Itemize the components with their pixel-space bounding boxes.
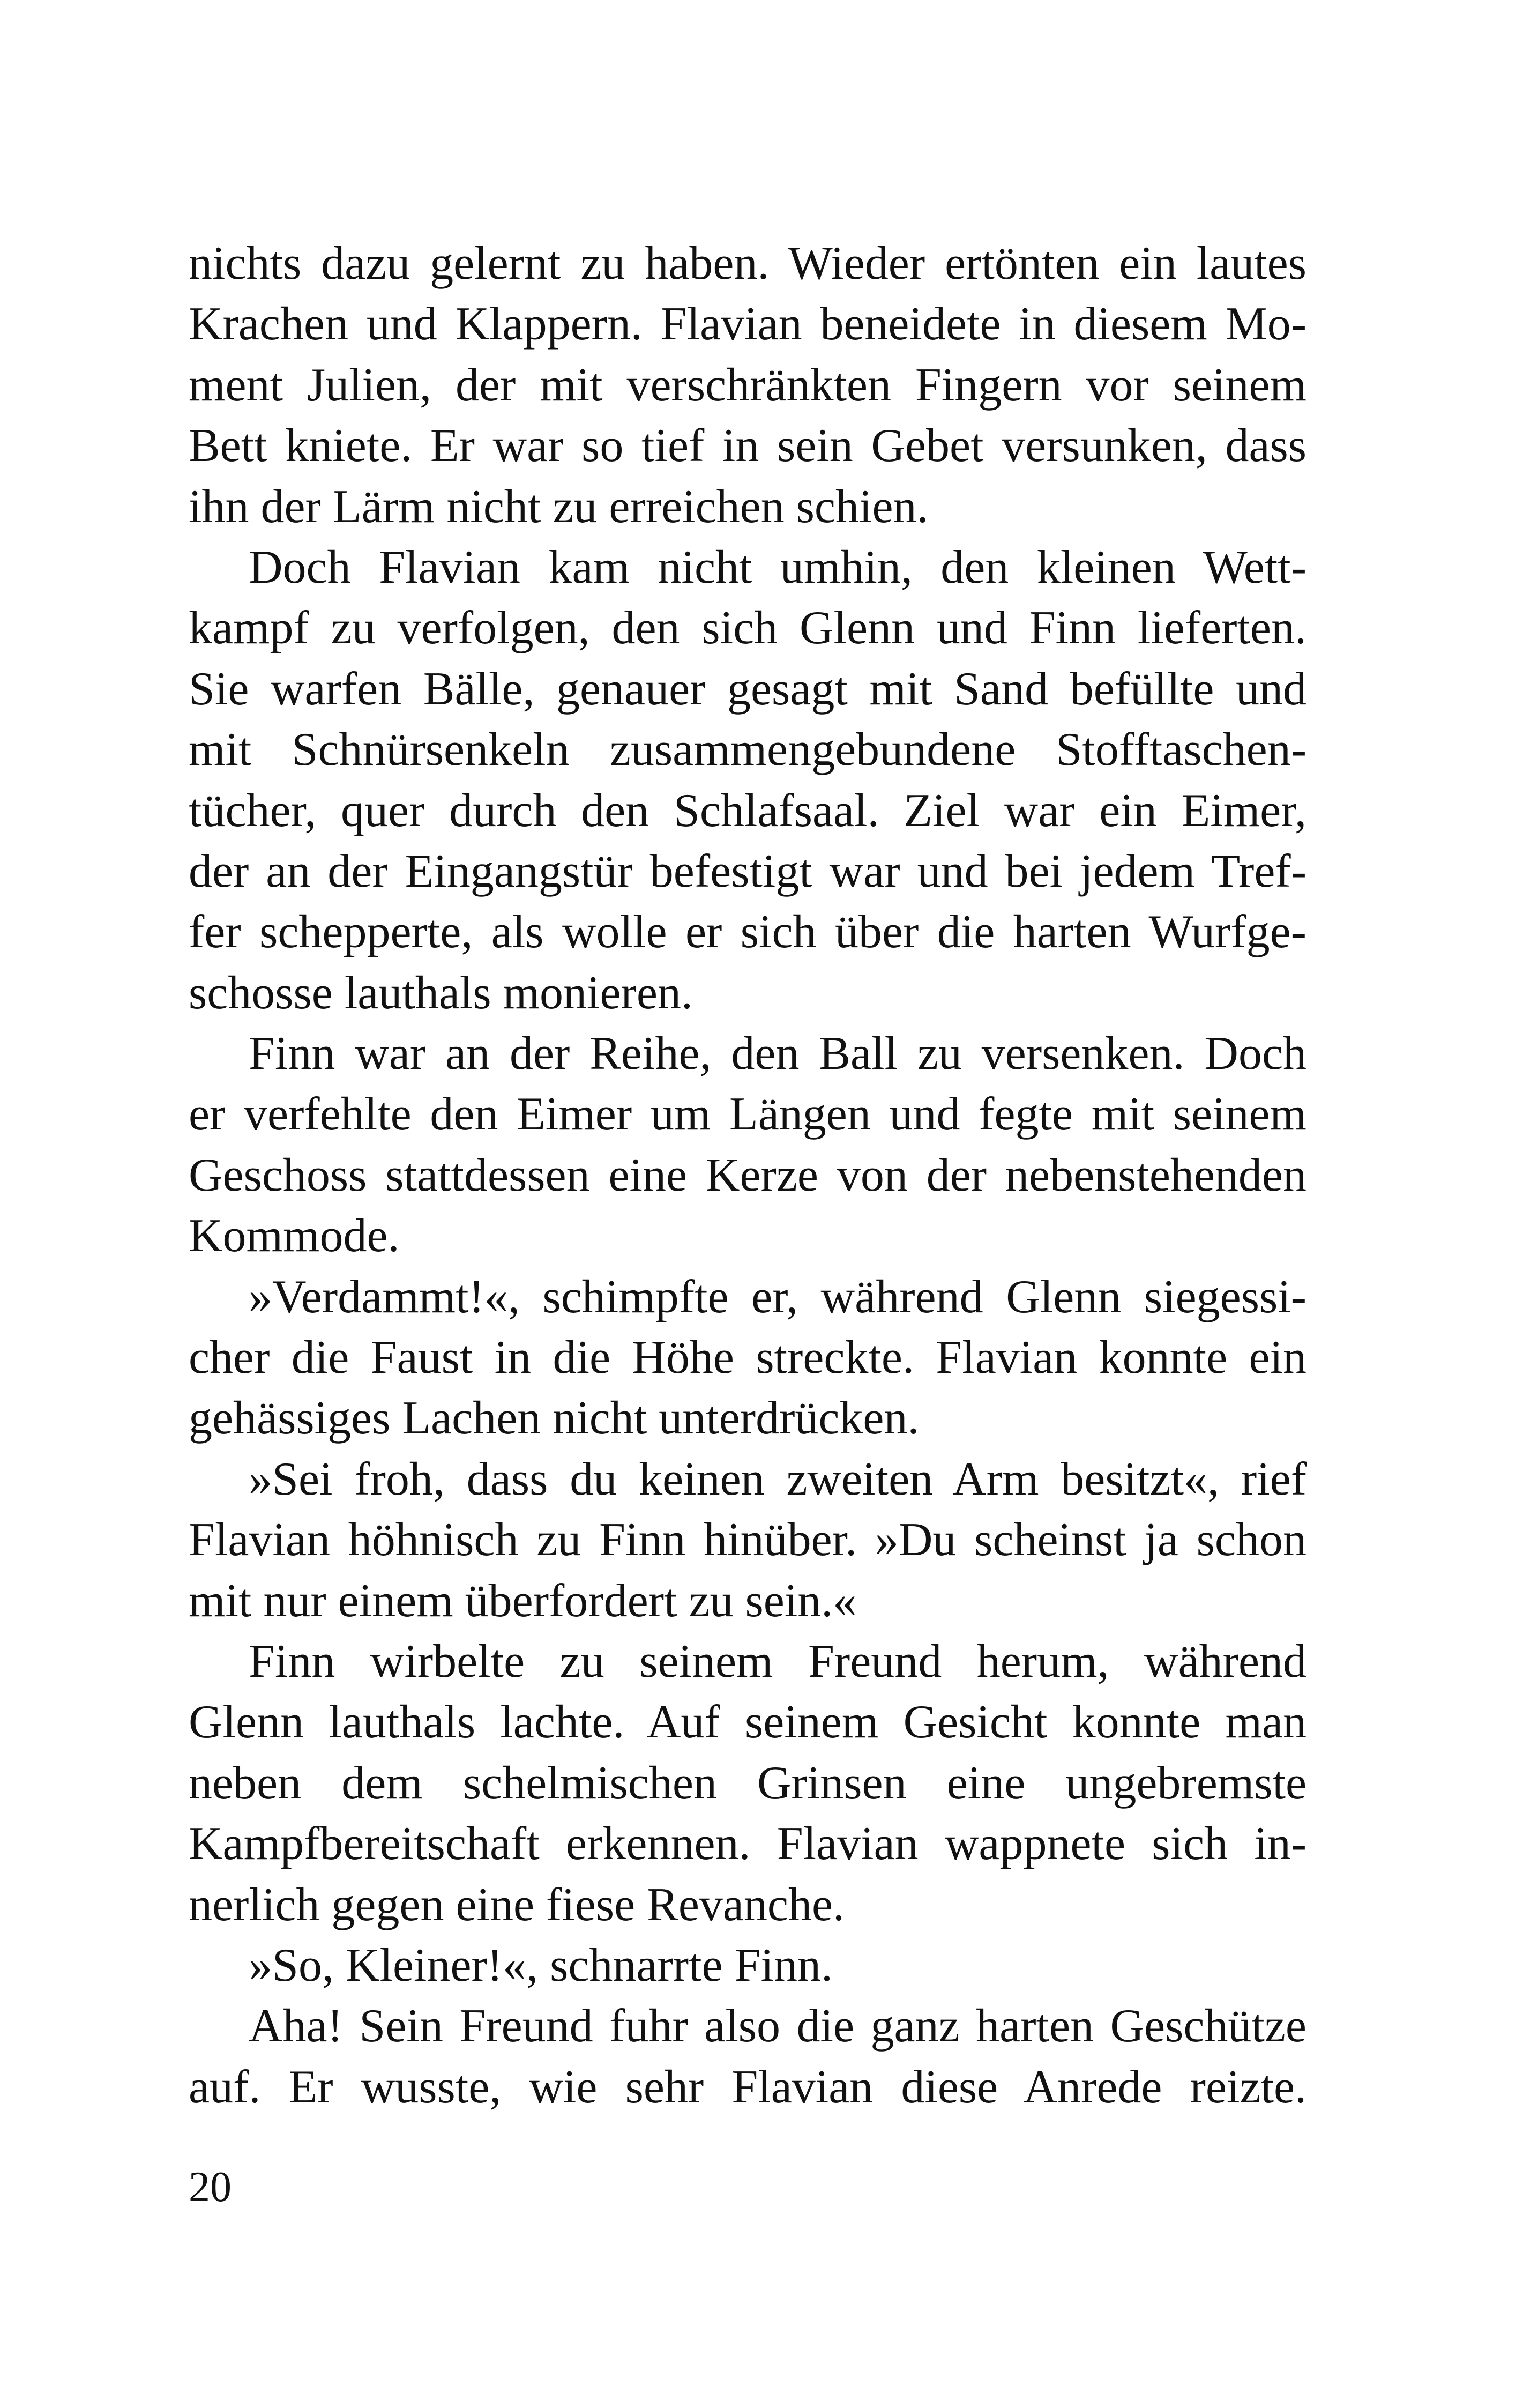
- text-line: ment Julien, der mit verschränkten Fingern vor seinem: [189, 359, 1307, 411]
- text-line: mit Schnürsenkeln zusammengebundene Stofftaschen-: [189, 724, 1307, 776]
- text-line: Geschoss stattdessen eine Kerze von der nebenstehenden: [189, 1149, 1307, 1201]
- text-line: Bett kniete. Er war so tief in sein Gebet versunken, dass: [189, 420, 1307, 472]
- text-line: »Verdammt!«, schimpfte er, während Glenn siegessi-: [249, 1270, 1307, 1323]
- text-line: der an der Eingangstür befestigt war und bei jedem Tref-: [189, 845, 1307, 897]
- text-line: Kommode.: [189, 1210, 400, 1262]
- text-line: Finn war an der Reihe, den Ball zu versenken. Doch: [249, 1028, 1307, 1080]
- text-line: nerlich gegen eine fiese Revanche.: [189, 1878, 845, 1931]
- text-line: »Sei froh, dass du keinen zweiten Arm besitzt«, rief: [249, 1453, 1307, 1505]
- text-line: neben dem schelmischen Grinsen eine ungebremste: [189, 1757, 1307, 1809]
- text-line: mit nur einem überfordert zu sein.«: [189, 1574, 857, 1627]
- text-line: Doch Flavian kam nicht umhin, den kleinen Wett-: [249, 541, 1307, 593]
- text-line: fer schepperte, als wolle er sich über die harten Wurfge-: [189, 906, 1307, 958]
- text-line: er verfehlte den Eimer um Längen und fegte mit seinem: [189, 1088, 1307, 1141]
- text-line: cher die Faust in die Höhe streckte. Flavian konnte ein: [189, 1332, 1307, 1384]
- text-line: ihn der Lärm nicht zu erreichen schien.: [189, 480, 929, 533]
- paragraph: [189, 1449, 1307, 1631]
- paragraph: [189, 233, 1307, 537]
- page-number: 20: [189, 2164, 232, 2211]
- text-line: Sie warfen Bälle, genauer gesagt mit Sand befüllte und: [189, 663, 1307, 715]
- text-line: Finn wirbelte zu seinem Freund herum, während: [249, 1635, 1307, 1688]
- text-line: kampf zu verfolgen, den sich Glenn und Finn lieferten.: [189, 602, 1307, 655]
- body-text: [189, 233, 1307, 2117]
- paragraph: [189, 537, 1307, 1023]
- text-line: gehässiges Lachen nicht unterdrücken.: [189, 1392, 920, 1445]
- text-line: schosse lauthals monieren.: [189, 967, 693, 1019]
- text-line: Krachen und Klappern. Flavian beneidete in diesem Mo-: [189, 298, 1307, 351]
- paragraph: [189, 1996, 1307, 2117]
- text-line: tücher, quer durch den Schlafsaal. Ziel war ein Eimer,: [189, 784, 1307, 837]
- text-line: »So, Kleiner!«, schnarrte Finn.: [249, 1939, 833, 1991]
- text-line: Aha! Sein Freund fuhr also die ganz harten Geschütze: [249, 2000, 1307, 2053]
- text-line: Kampfbereitschaft erkennen. Flavian wappnete sich in-: [189, 1818, 1307, 1870]
- text-line: auf. Er wusste, wie sehr Flavian diese Anrede reizte.: [189, 2061, 1307, 2113]
- paragraph: [189, 1267, 1307, 1449]
- paragraph: [189, 1023, 1307, 1267]
- paragraph: [189, 1631, 1307, 1935]
- text-line: Glenn lauthals lachte. Auf seinem Gesicht konnte man: [189, 1696, 1307, 1749]
- text-line: nichts dazu gelernt zu haben. Wieder ertönten ein lautes: [189, 237, 1307, 289]
- paragraph: [189, 1935, 1307, 1996]
- text-line: Flavian höhnisch zu Finn hinüber. »Du scheinst ja schon: [189, 1514, 1307, 1566]
